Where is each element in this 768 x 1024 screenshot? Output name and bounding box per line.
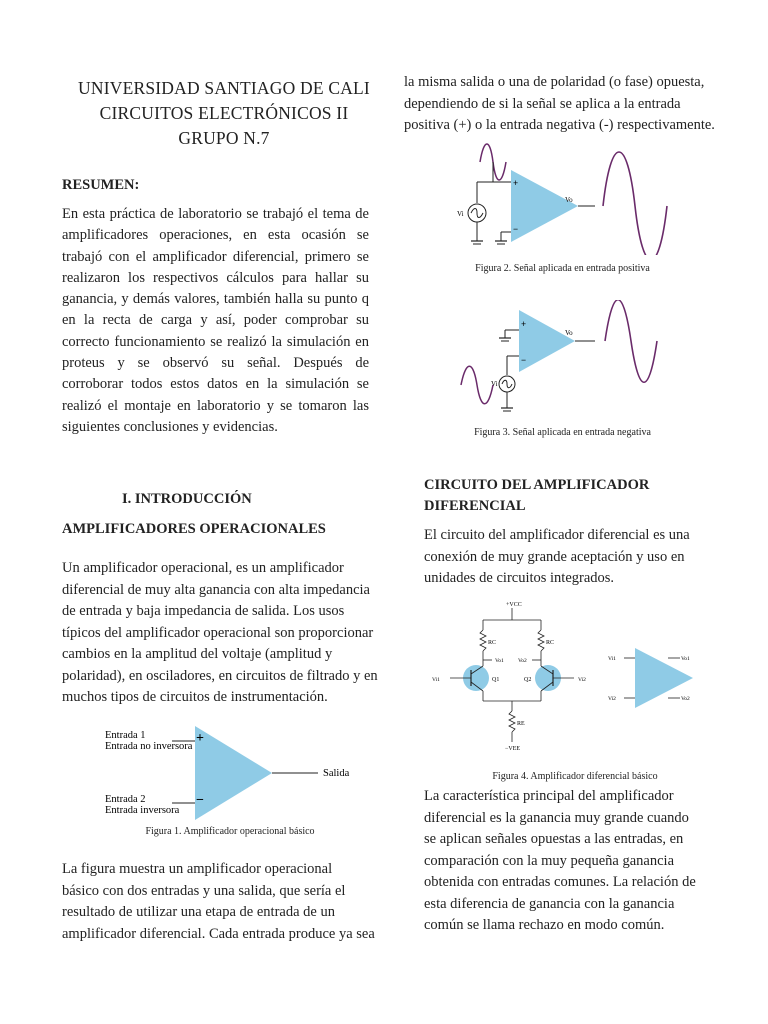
vi-label: Vi — [457, 210, 464, 218]
text-line: unidades de circuitos integrados. — [424, 570, 615, 586]
text-line: conexión de muy grande aceptación y uso en — [424, 548, 685, 565]
figure-2-caption: Figura 2. Señal aplicada en entrada positiva — [475, 263, 650, 274]
text-line: básico con dos entradas y una salida, que sería el — [62, 882, 346, 899]
university-title: UNIVERSIDAD SANTIAGO DE CALI — [78, 78, 370, 98]
opamp-triangle — [511, 170, 578, 242]
vi1-label: Vi1 — [608, 656, 616, 662]
text-line: dependiendo de si la señal se aplica a la entrada — [404, 95, 681, 112]
rc1-label: RC — [488, 640, 497, 646]
figure-1-opamp — [100, 720, 370, 824]
text-line: la misma salida o una de polaridad (o fase) opuesta, — [404, 74, 705, 90]
re-label: RE — [517, 721, 525, 727]
text-line: La característica principal del amplificador — [424, 788, 674, 804]
text-line: La figura muestra un amplificador operacional — [62, 861, 333, 877]
diff-amp-heading — [424, 475, 649, 517]
vo-label: Vo — [565, 196, 573, 204]
minus-sign: − — [196, 793, 204, 808]
document-header — [60, 76, 388, 151]
entrada-no-inversora-label: Entrada no inversora — [105, 741, 193, 752]
text-line: esta diferencia de ganancia con la ganancia — [424, 895, 675, 912]
plus-sign: + — [513, 178, 519, 188]
intro-paragraph-1 — [62, 558, 392, 709]
text-line: positiva (+) o la entrada negativa (-) respectivamente. — [404, 117, 715, 133]
entrada-1-label: Entrada 1 — [105, 730, 146, 741]
opamp-subheading: AMPLIFICADORES OPERACIONALES — [62, 521, 326, 537]
text-line: muchos tipos de circuitos de instrumentación. — [62, 689, 328, 705]
diff-amp-paragraph — [424, 525, 744, 590]
heading-line: CIRCUITO DEL AMPLIFICADOR — [424, 477, 650, 493]
text-line: se aplican señales opuestas a las entradas, en — [424, 831, 684, 847]
resumen-heading: RESUMEN: — [62, 177, 140, 193]
figure-1-caption: Figura 1. Amplificador operacional básico — [145, 826, 315, 837]
continuation-paragraph — [404, 72, 744, 137]
output-sine-wave — [605, 300, 657, 382]
vo1-label: Vo1 — [495, 658, 504, 664]
text-line: amplificador diferencial. Cada entrada produce ya sea — [62, 925, 375, 942]
q1-label: Q1 — [492, 677, 500, 683]
plus-sign: + — [196, 731, 204, 746]
resumen-body: En esta práctica de laboratorio se trabajó el tema de amplificadores operaciones, en esta ocasión se trabajó con el amplificador diferencial, primero se realizaron los respectivos cálculos para hallar su ganancia, y demás valores, también halla su punto q en la recta de carga y así, poder comprobar su correcto funcionamiento se realizó la simulación en proteus y se observó su señal. Después de corroborar todos estos datos en la simulación se realizó el montaje en laboratorio y se tomaron las siguientes conclusiones y evidencias. — [62, 206, 369, 435]
intro-paragraph-2 — [62, 859, 392, 945]
text-line: El circuito del amplificador diferencial es una — [424, 527, 690, 543]
text-line: diferencial es la ganancia muy grande cuando — [424, 809, 689, 826]
text-line: Un amplificador operacional, es un amplificador — [62, 560, 344, 576]
opamp-triangle — [519, 310, 575, 372]
text-line: resultado de utilizar una etapa de entrada de un — [62, 904, 335, 920]
vo2-label: Vo2 — [518, 658, 527, 664]
rc2-label: RC — [546, 640, 555, 646]
text-line: típicos del amplificador operacional son proporcionar — [62, 624, 374, 641]
vo-label: Vo — [565, 329, 573, 337]
text-line: polaridad), en osciladores, en circuitos de filtrado y en — [62, 667, 378, 684]
output-sine-wave — [603, 152, 667, 255]
entrada-inversora-label: Entrada inversora — [105, 805, 180, 816]
intro-heading: I. INTRODUCCIÓN — [122, 491, 252, 507]
course-title: CIRCUITOS ELECTRÓNICOS II — [99, 103, 349, 123]
vi1-label: Vi1 — [432, 677, 440, 683]
text-line: cambios en la amplitud del voltaje (amplitud y — [62, 646, 333, 662]
vi2-label: Vi2 — [608, 696, 616, 702]
resistor-re-icon — [509, 711, 515, 732]
text-line: diferencial de muy alta ganancia con alta impedancia — [62, 581, 370, 598]
q2-label: Q2 — [524, 677, 532, 683]
input-sine-wave — [461, 366, 493, 404]
entrada-2-label: Entrada 2 — [105, 794, 146, 805]
minus-sign: − — [521, 355, 527, 365]
figure-4-caption: Figura 4. Amplificador diferencial básico — [492, 771, 658, 782]
opamp-triangle — [195, 726, 272, 820]
vcc-label: +VCC — [506, 602, 522, 608]
resistor-rc2-icon — [538, 630, 544, 651]
vo2-label: Vo2 — [681, 696, 690, 702]
group-title: GRUPO N.7 — [178, 128, 270, 148]
final-paragraph — [424, 786, 744, 937]
text-line: común se llama rechazo en modo común. — [424, 917, 665, 933]
heading-line: DIFERENCIAL — [424, 498, 526, 514]
salida-label: Salida — [323, 768, 350, 779]
vee-label: −VEE — [505, 746, 521, 752]
figure-4-differential-amplifier — [428, 598, 708, 760]
plus-sign: + — [521, 319, 527, 329]
text-line: comparación con la muy pequeña ganancia — [424, 852, 675, 869]
figure-3-caption: Figura 3. Señal aplicada en entrada negativa — [474, 427, 651, 438]
vi-label: Vi — [491, 380, 498, 388]
minus-sign: − — [513, 224, 519, 234]
figure-2-positive-input — [455, 140, 675, 255]
vo1-label: Vo1 — [681, 656, 690, 662]
text-line: de entrada y baja impedancia de salida. Los usos — [62, 603, 345, 619]
resistor-rc1-icon — [480, 630, 486, 651]
figure-3-negative-input — [455, 300, 675, 420]
vi2-label: Vi2 — [578, 677, 586, 683]
text-line: obtenida con entradas comunes. La relación de — [424, 874, 696, 890]
